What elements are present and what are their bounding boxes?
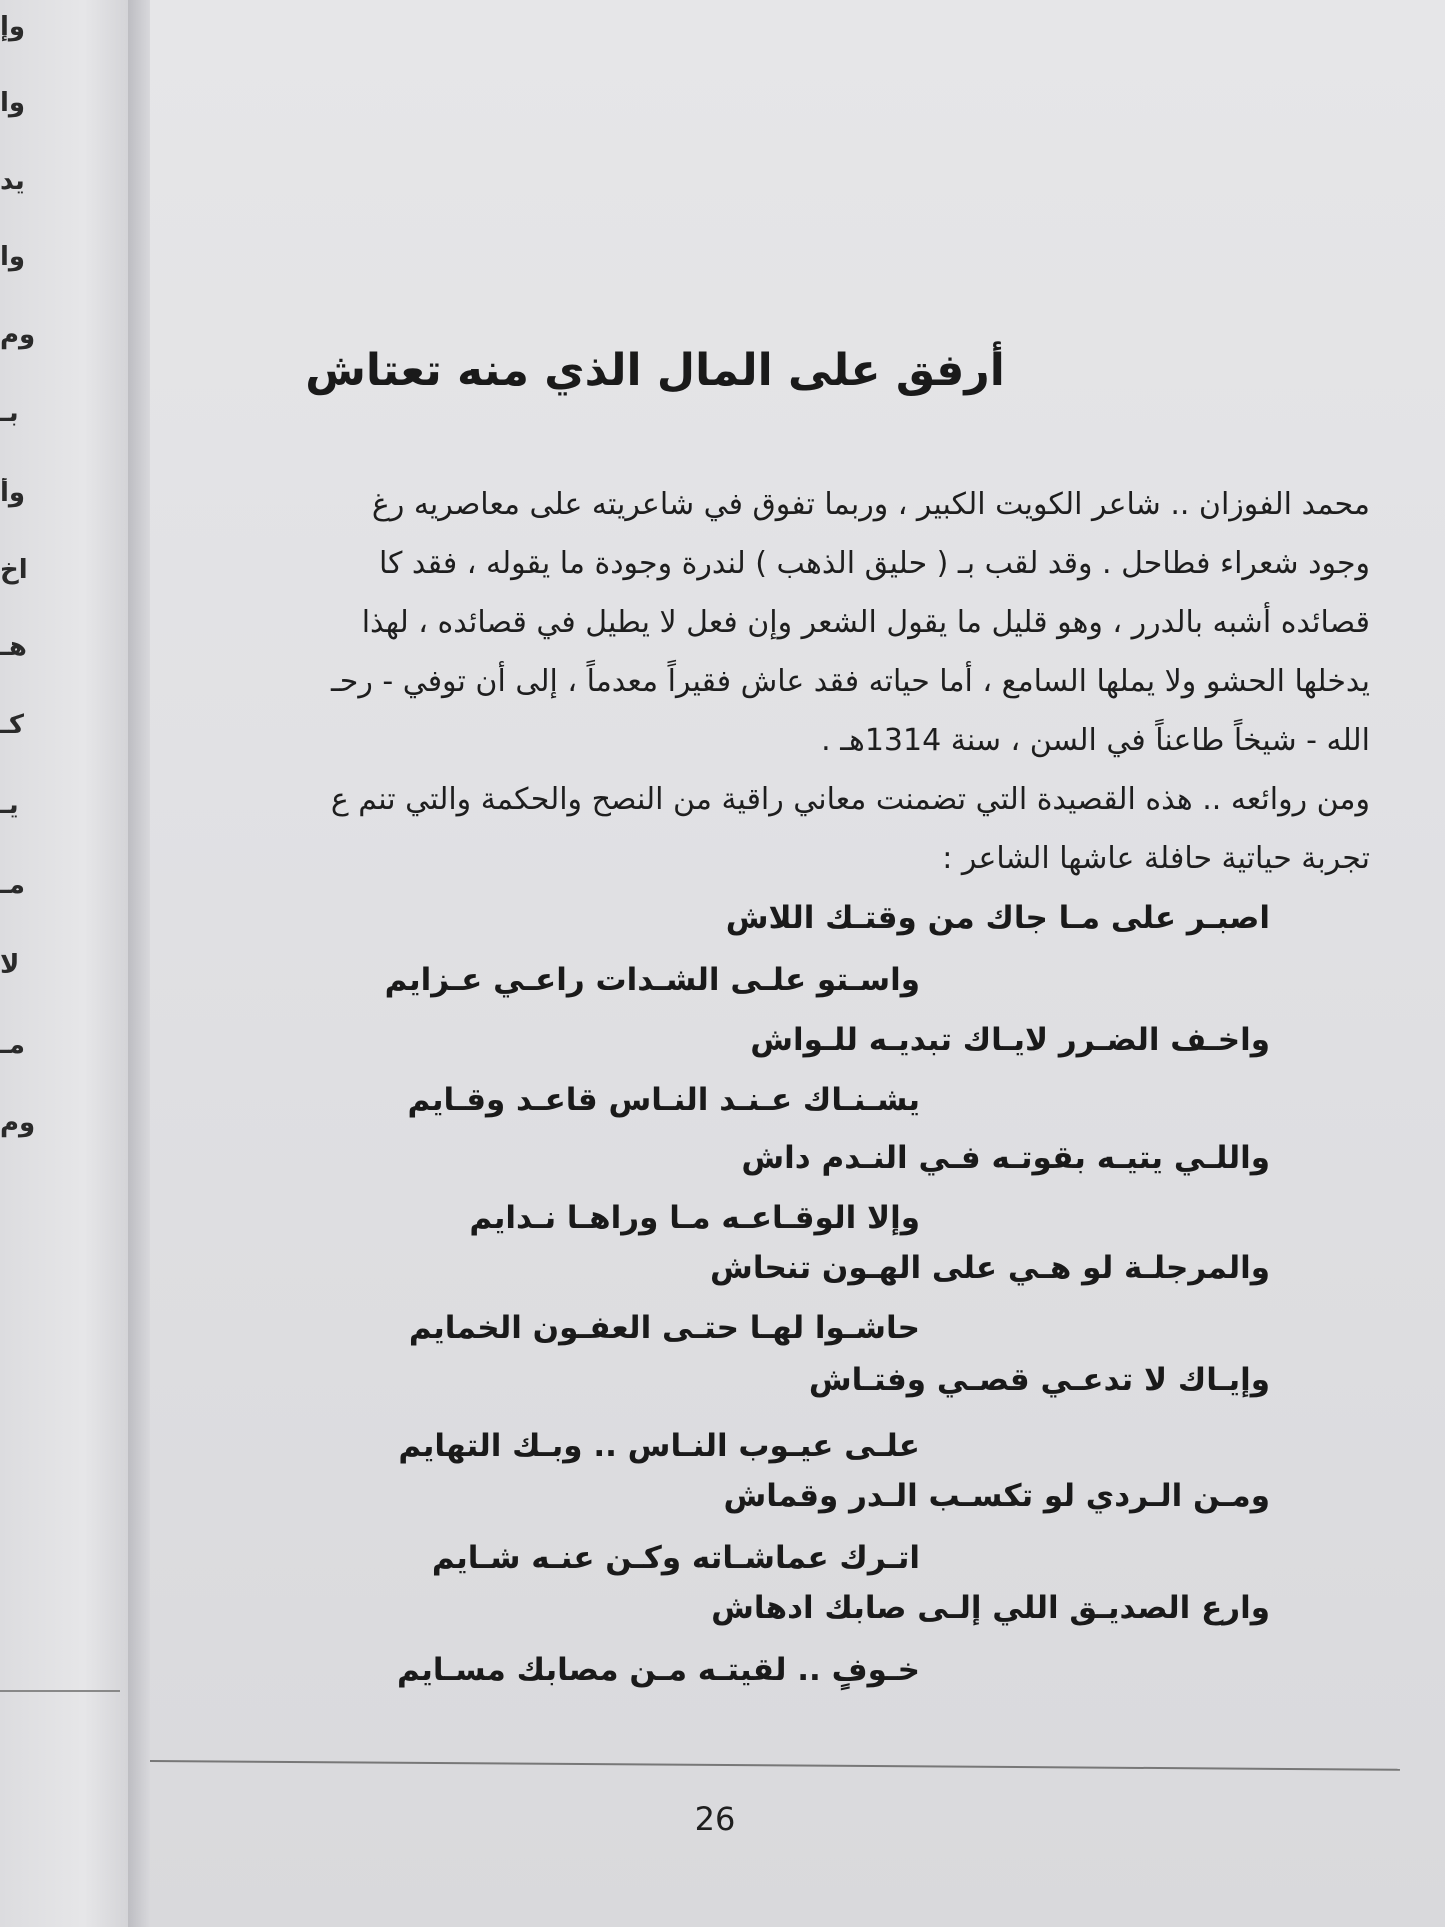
left-page-fragment: هـ [0,632,27,662]
left-page-fragment: وم [0,320,36,350]
poem-verse: وإيـاك لا تدعـي قصـي وفتـاش [808,1362,1270,1398]
prose-line: يدخلها الحشو ولا يملها السامع ، أما حياته فقد عاش فقيراً معدماً ، إلى أن توفي - رحـ [330,664,1370,699]
poem-verse: حاشـوا لهـا حتـى العفـون الخمايم [408,1310,920,1346]
left-page-fragment: اخ [0,555,28,585]
left-page-fragment: وا [0,242,26,272]
left-page-fragment: يـ [0,790,19,820]
prose-line: تجربة حياتية حافلة عاشها الشاعر : [942,841,1370,876]
left-page-fragment: مـ [0,870,25,900]
poem-verse: اتـرك عماشـاته وكـن عنـه شـايم [431,1540,920,1576]
poem-verse: واللـي يتيـه بقوتـه فـي النـدم داش [741,1140,1270,1176]
poem-verse: وارع الصديـق اللي إلـى صابك ادهاش [711,1590,1270,1626]
left-page-fragment: لا [0,950,20,980]
prose-line: ومن روائعه .. هذه القصيدة التي تضمنت معاني راقية من النصح والحكمة والتي تنم ع [330,782,1370,817]
left-page-fragment: وأ [0,478,26,508]
prose-line: الله - شيخاً طاعناً في السن ، سنة 1314هـ . [821,723,1370,758]
prose-line: وجود شعراء فطاحل . وقد لقب بـ ( حليق الذهب ) لندرة وجودة ما يقوله ، فقد كا [378,546,1370,581]
left-page-fragment: يد [0,166,25,196]
page-title: أرفق على المال الذي منه تعتاش [305,345,1005,396]
left-page-fragment: وإ [0,12,26,42]
poem-verse: علـى عيـوب النـاس .. وبـك التهايم [398,1428,920,1464]
poem-verse: واسـتو علـى الشـدات راعـي عـزايم [384,962,920,998]
left-page-fragment: وا [0,88,26,118]
page-number: 26 [694,1800,736,1838]
prose-line: محمد الفوزان .. شاعر الكويت الكبير ، وربما تفوق في شاعريته على معاصريه رغ [371,487,1370,522]
poem-verse: والمرجلـة لو هـي على الهـون تنحاش [710,1250,1270,1286]
left-page-fragment: بـ [0,398,19,428]
poem-verse: واخـف الضـرر لايـاك تبديـه للـواش [750,1022,1270,1058]
poem-verse: يشـنـاك عـنـد النـاس قاعـد وقـايم [407,1082,920,1118]
poem-verse: خـوفٍ .. لقيتـه مـن مصابك مسـايم [396,1652,920,1688]
left-page-footer-rule [0,1690,120,1692]
poem-verse: وإلا الوقـاعـه مـا وراهـا نـدايم [469,1200,920,1236]
poem-verse: ومـن الـردي لو تكسـب الـدر وقماش [723,1478,1270,1514]
poem-verse: اصبـر على مـا جاك من وقتـك اللاش [725,900,1270,936]
prose-line: قصائده أشبه بالدرر ، وهو قليل ما يقول الشعر وإن فعل لا يطيل في قصائده ، لهذا [361,605,1370,640]
left-page-fragment: مـ [0,1030,25,1060]
left-page-fragment: كـ [0,710,25,740]
left-page-fragment: وم [0,1108,36,1138]
left-page-edge [0,0,140,1927]
intro-paragraph [180,475,1370,888]
